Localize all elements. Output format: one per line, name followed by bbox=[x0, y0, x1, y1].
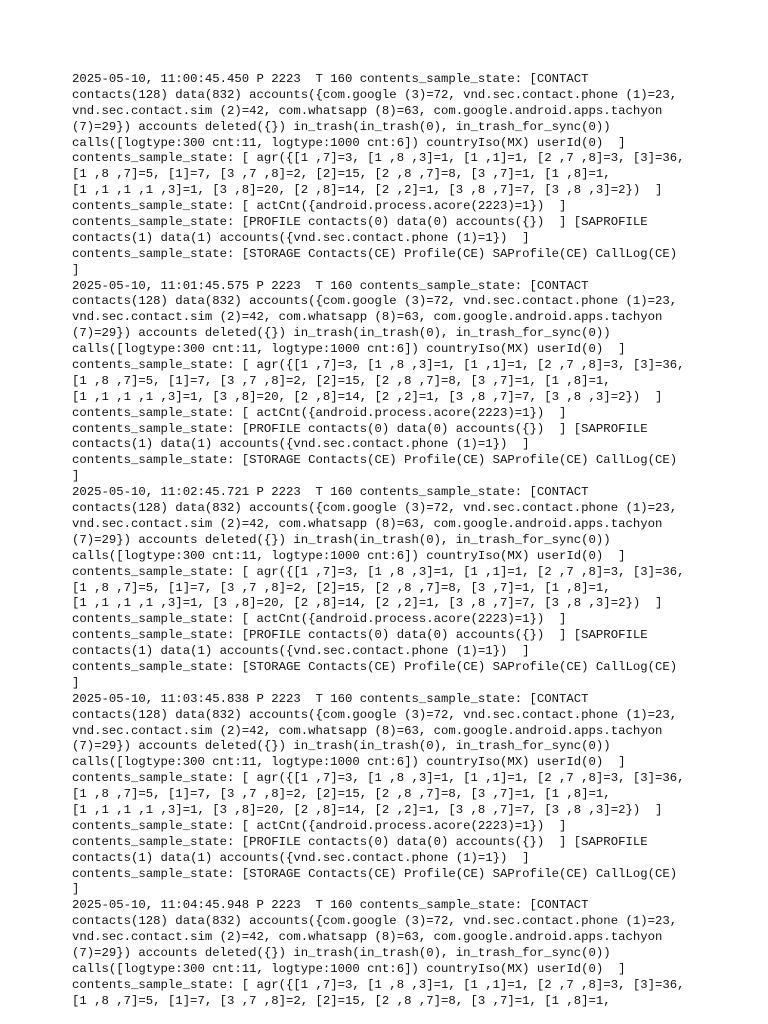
log-line: 2025-05-10, 11:02:45.721 P 2223 T 160 contents_sample_state: [CONTACT bbox=[72, 485, 589, 500]
log-line: calls([logtype:300 cnt:11, logtype:1000 cnt:6]) countryIso(MX) userId(0) ] bbox=[72, 342, 626, 357]
log-line: contacts(128) data(832) accounts({com.google (3)=72, vnd.sec.contact.phone (1)=23, bbox=[72, 914, 678, 929]
log-line: contents_sample_state: [STORAGE Contacts(CE) Profile(CE) SAProfile(CE) CallLog(CE) bbox=[72, 866, 678, 881]
log-line: [1 ,8 ,7]=5, [1]=7, [3 ,7 ,8]=2, [2]=15, [2 ,8 ,7]=8, [3 ,7]=1, [1 ,8]=1, bbox=[72, 993, 611, 1008]
log-line: 2025-05-10, 11:00:45.450 P 2223 T 160 contents_sample_state: [CONTACT bbox=[72, 72, 589, 86]
log-line: contacts(1) data(1) accounts({vnd.sec.contact.phone (1)=1}) ] bbox=[72, 230, 530, 245]
log-line: [1 ,8 ,7]=5, [1]=7, [3 ,7 ,8]=2, [2]=15, [2 ,8 ,7]=8, [3 ,7]=1, [1 ,8]=1, bbox=[72, 373, 611, 388]
log-line: [1 ,8 ,7]=5, [1]=7, [3 ,7 ,8]=2, [2]=15, [2 ,8 ,7]=8, [3 ,7]=1, [1 ,8]=1, bbox=[72, 167, 611, 182]
log-line: [1 ,8 ,7]=5, [1]=7, [3 ,7 ,8]=2, [2]=15, [2 ,8 ,7]=8, [3 ,7]=1, [1 ,8]=1, bbox=[72, 580, 611, 595]
log-line: contacts(1) data(1) accounts({vnd.sec.contact.phone (1)=1}) ] bbox=[72, 437, 530, 452]
log-line: contents_sample_state: [ actCnt({android.process.acore(2223)=1}) ] bbox=[72, 818, 567, 833]
log-line: contacts(1) data(1) accounts({vnd.sec.contact.phone (1)=1}) ] bbox=[72, 850, 530, 865]
log-line: contents_sample_state: [PROFILE contacts(0) data(0) accounts({}) ] [SAPROFILE bbox=[72, 628, 648, 643]
log-line: contents_sample_state: [ agr({[1 ,7]=3, [1 ,8 ,3]=1, [1 ,1]=1, [2 ,7 ,8]=3, [3]=36, bbox=[72, 564, 685, 579]
log-line: 2025-05-10, 11:01:45.575 P 2223 T 160 contents_sample_state: [CONTACT bbox=[72, 278, 589, 293]
log-line: contents_sample_state: [ agr({[1 ,7]=3, [1 ,8 ,3]=1, [1 ,1]=1, [2 ,7 ,8]=3, [3]=36, bbox=[72, 358, 685, 373]
log-line: (7)=29}) accounts deleted({}) in_trash(in_trash(0), in_trash_for_sync(0)) bbox=[72, 739, 611, 754]
log-line: 2025-05-10, 11:03:45.838 P 2223 T 160 contents_sample_state: [CONTACT bbox=[72, 691, 589, 706]
log-line: contents_sample_state: [ actCnt({android.process.acore(2223)=1}) ] bbox=[72, 199, 567, 214]
log-line: [1 ,1 ,1 ,1 ,3]=1, [3 ,8]=20, [2 ,8]=14, [2 ,2]=1, [3 ,8 ,7]=7, [3 ,8 ,3]=2}) ] bbox=[72, 389, 663, 404]
log-line: calls([logtype:300 cnt:11, logtype:1000 cnt:6]) countryIso(MX) userId(0) ] bbox=[72, 961, 626, 976]
log-line: ] bbox=[72, 469, 80, 484]
log-line: contents_sample_state: [ actCnt({android.process.acore(2223)=1}) ] bbox=[72, 405, 567, 420]
log-line: contents_sample_state: [ agr({[1 ,7]=3, [1 ,8 ,3]=1, [1 ,1]=1, [2 ,7 ,8]=3, [3]=36, bbox=[72, 771, 685, 786]
log-line: calls([logtype:300 cnt:11, logtype:1000 cnt:6]) countryIso(MX) userId(0) ] bbox=[72, 135, 626, 150]
log-line: contacts(128) data(832) accounts({com.google (3)=72, vnd.sec.contact.phone (1)=23, bbox=[72, 707, 678, 722]
log-line: [1 ,1 ,1 ,1 ,3]=1, [3 ,8]=20, [2 ,8]=14, [2 ,2]=1, [3 ,8 ,7]=7, [3 ,8 ,3]=2}) ] bbox=[72, 802, 663, 817]
log-line: [1 ,1 ,1 ,1 ,3]=1, [3 ,8]=20, [2 ,8]=14, [2 ,2]=1, [3 ,8 ,7]=7, [3 ,8 ,3]=2}) ] bbox=[72, 596, 663, 611]
log-line: contacts(128) data(832) accounts({com.google (3)=72, vnd.sec.contact.phone (1)=23, bbox=[72, 294, 678, 309]
log-line: ] bbox=[72, 262, 80, 277]
log-line: 2025-05-10, 11:04:45.948 P 2223 T 160 contents_sample_state: [CONTACT bbox=[72, 898, 589, 913]
log-line: contents_sample_state: [STORAGE Contacts(CE) Profile(CE) SAProfile(CE) CallLog(CE) bbox=[72, 659, 678, 674]
log-line: (7)=29}) accounts deleted({}) in_trash(in_trash(0), in_trash_for_sync(0)) bbox=[72, 945, 611, 960]
log-line: (7)=29}) accounts deleted({}) in_trash(in_trash(0), in_trash_for_sync(0)) bbox=[72, 119, 611, 134]
log-line: contacts(128) data(832) accounts({com.google (3)=72, vnd.sec.contact.phone (1)=23, bbox=[72, 501, 678, 516]
log-line: contents_sample_state: [PROFILE contacts(0) data(0) accounts({}) ] [SAPROFILE bbox=[72, 215, 648, 230]
log-line: vnd.sec.contact.sim (2)=42, com.whatsapp (8)=63, com.google.android.apps.tachyon bbox=[72, 103, 663, 118]
log-line: contents_sample_state: [ agr({[1 ,7]=3, [1 ,8 ,3]=1, [1 ,1]=1, [2 ,7 ,8]=3, [3]=36, bbox=[72, 151, 685, 166]
log-page bbox=[72, 72, 732, 1010]
log-line: [1 ,1 ,1 ,1 ,3]=1, [3 ,8]=20, [2 ,8]=14, [2 ,2]=1, [3 ,8 ,7]=7, [3 ,8 ,3]=2}) ] bbox=[72, 183, 663, 198]
log-line: contents_sample_state: [ agr({[1 ,7]=3, [1 ,8 ,3]=1, [1 ,1]=1, [2 ,7 ,8]=3, [3]=36, bbox=[72, 977, 685, 992]
log-line: contents_sample_state: [PROFILE contacts(0) data(0) accounts({}) ] [SAPROFILE bbox=[72, 421, 648, 436]
log-line: calls([logtype:300 cnt:11, logtype:1000 cnt:6]) countryIso(MX) userId(0) ] bbox=[72, 548, 626, 563]
log-line: ] bbox=[72, 675, 80, 690]
log-line: vnd.sec.contact.sim (2)=42, com.whatsapp (8)=63, com.google.android.apps.tachyon bbox=[72, 516, 663, 531]
log-line: contacts(128) data(832) accounts({com.google (3)=72, vnd.sec.contact.phone (1)=23, bbox=[72, 87, 678, 102]
log-line: contents_sample_state: [STORAGE Contacts(CE) Profile(CE) SAProfile(CE) CallLog(CE) bbox=[72, 246, 678, 261]
log-line: vnd.sec.contact.sim (2)=42, com.whatsapp (8)=63, com.google.android.apps.tachyon bbox=[72, 310, 663, 325]
log-line: contents_sample_state: [ actCnt({android.process.acore(2223)=1}) ] bbox=[72, 612, 567, 627]
log-line: [1 ,8 ,7]=5, [1]=7, [3 ,7 ,8]=2, [2]=15, [2 ,8 ,7]=8, [3 ,7]=1, [1 ,8]=1, bbox=[72, 787, 611, 802]
log-line: (7)=29}) accounts deleted({}) in_trash(in_trash(0), in_trash_for_sync(0)) bbox=[72, 532, 611, 547]
log-line: ] bbox=[72, 882, 80, 897]
log-line: contacts(1) data(1) accounts({vnd.sec.contact.phone (1)=1}) ] bbox=[72, 644, 530, 659]
log-line: (7)=29}) accounts deleted({}) in_trash(in_trash(0), in_trash_for_sync(0)) bbox=[72, 326, 611, 341]
log-line: contents_sample_state: [PROFILE contacts(0) data(0) accounts({}) ] [SAPROFILE bbox=[72, 834, 648, 849]
log-line: contents_sample_state: [STORAGE Contacts(CE) Profile(CE) SAProfile(CE) CallLog(CE) bbox=[72, 453, 678, 468]
log-line: calls([logtype:300 cnt:11, logtype:1000 cnt:6]) countryIso(MX) userId(0) ] bbox=[72, 755, 626, 770]
log-line: vnd.sec.contact.sim (2)=42, com.whatsapp (8)=63, com.google.android.apps.tachyon bbox=[72, 930, 663, 945]
log-text bbox=[72, 72, 732, 1010]
log-line: vnd.sec.contact.sim (2)=42, com.whatsapp (8)=63, com.google.android.apps.tachyon bbox=[72, 723, 663, 738]
